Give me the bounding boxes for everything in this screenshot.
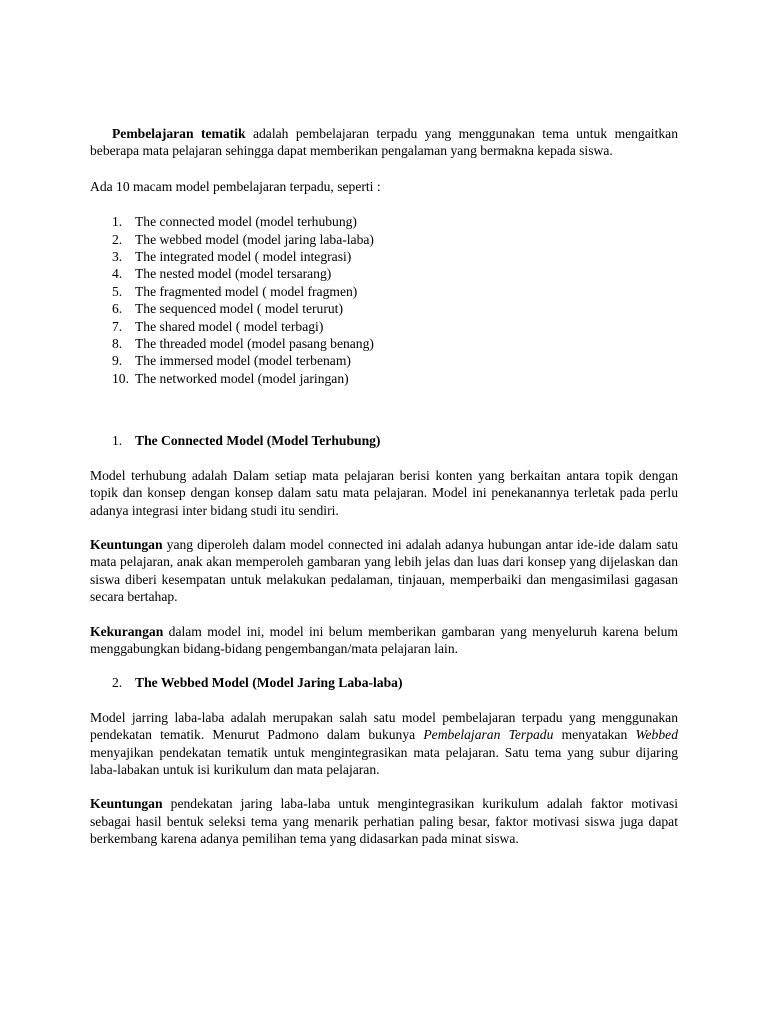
list-item-label: The sequenced model ( model terurut) xyxy=(135,301,343,317)
section1-dis-label: Kekurangan xyxy=(90,623,164,639)
list-item xyxy=(90,352,678,369)
list-item-number: 8. xyxy=(112,336,123,352)
list-item xyxy=(90,231,678,248)
section1-adv-text: yang diperoleh dalam model connected ini adalah adanya hubungan antar ide-ide dalam satu mata pelajaran, anak akan memperoleh gambaran yang lebih jelas dan luas dari konsep yang dijelaskan dan siswa diberi kesempatan untuk melakukan pedalaman, tinjauan, memperbaiki dan mengasimilasi gagasan secara bertahap. xyxy=(90,536,678,605)
section2-desc-part3: menyajikan pendekatan tematik untuk mengintegrasikan mata pelajaran. Satu tema yang subur dijaring laba-labakan untuk isi kurikulum dan mata pelajaran. xyxy=(90,744,678,777)
list-item-number: 5. xyxy=(112,283,123,299)
section1-advantages xyxy=(90,536,678,606)
section2-desc-part2: menyatakan xyxy=(553,727,636,743)
intro-text: adalah pembelajaran terpadu yang menggunakan tema untuk mengaitkan beberapa mata pelajaran sehingga dapat memberikan pengalaman yang bermakna kepada siswa. xyxy=(90,126,678,159)
list-item-number: 6. xyxy=(112,301,123,317)
section2-description xyxy=(90,709,678,779)
section2-desc-part1: Model jarring laba-laba adalah merupakan salah satu model pembelajaran terpadu yang menggunakan pendekatan tematik. Menurut Padmono dalam bukunya xyxy=(90,709,678,743)
list-item xyxy=(90,213,678,230)
intro-paragraph xyxy=(90,125,678,160)
list-item-label: The immersed model (model terbenam) xyxy=(135,353,351,369)
list-intro: Ada 10 macam model pembelajaran terpadu, seperti : xyxy=(90,178,381,194)
section2-desc-term: Webbed xyxy=(635,727,678,743)
model-list xyxy=(90,213,678,387)
list-item-label: The webbed model (model jaring laba-laba) xyxy=(135,231,374,247)
list-item-number: 4. xyxy=(112,266,123,282)
list-item-label: The threaded model (model pasang benang) xyxy=(135,336,374,352)
list-item xyxy=(90,265,678,282)
section1-disadvantages xyxy=(90,623,678,658)
list-item-number: 7. xyxy=(112,318,123,334)
section2-number: 2. xyxy=(112,675,123,691)
section1-dis-text: dalam model ini, model ini belum memberikan gambaran yang menyeluruh karena belum menggabungkan bidang-bidang pengembangan/mata pelajaran lain. xyxy=(90,623,678,656)
section2-title: The Webbed Model (Model Jaring Laba-laba) xyxy=(135,675,403,691)
list-item-label: The fragmented model ( model fragmen) xyxy=(135,283,358,299)
section2-advantages xyxy=(90,795,678,847)
section2-desc-book-title: Pembelajaran Terpadu xyxy=(423,727,554,743)
section1-description: Model terhubung adalah Dalam setiap mata pelajaran berisi konten yang berkaitan antara topik dengan topik dan konsep dengan konsep dalam satu mata pelajaran. Model ini penekanannya terletak pada perlu adanya integrasi inter bidang studi itu sendiri. xyxy=(90,467,678,518)
list-item-label: The nested model (model tersarang) xyxy=(135,266,332,282)
list-item-label: The shared model ( model terbagi) xyxy=(135,318,324,334)
list-item xyxy=(90,300,678,317)
list-item-number: 2. xyxy=(112,231,123,247)
section2-adv-label: Keuntungan xyxy=(90,796,163,812)
document-page xyxy=(90,125,678,848)
section1-title: The Connected Model (Model Terhubung) xyxy=(135,433,381,449)
list-item xyxy=(90,318,678,335)
section1-heading xyxy=(90,432,678,449)
section2-adv-text: pendekatan jaring laba-laba untuk mengintegrasikan kurikulum adalah faktor motivasi sebagai hasil bentuk seleksi tema yang menarik perhatian paling besar, faktor motivasi siswa juga dapat berkembang karena adanya pemilihan tema yang didasarkan pada minat siswa. xyxy=(90,796,678,847)
list-item xyxy=(90,370,678,387)
list-item-label: The networked model (model jaringan) xyxy=(135,370,349,386)
section1-number: 1. xyxy=(112,433,123,449)
section1-adv-label: Keuntungan xyxy=(90,536,163,552)
list-item xyxy=(90,248,678,265)
section2-heading xyxy=(90,674,678,691)
list-item-label: The connected model (model terhubung) xyxy=(135,214,357,230)
list-item-number: 10. xyxy=(112,370,129,386)
list-item xyxy=(90,283,678,300)
list-item-label: The integrated model ( model integrasi) xyxy=(135,249,352,265)
list-item xyxy=(90,335,678,352)
intro-bold-term: Pembelajaran tematik xyxy=(112,126,246,141)
list-item-number: 9. xyxy=(112,353,123,369)
list-item-number: 1. xyxy=(112,214,123,230)
list-item-number: 3. xyxy=(112,249,123,265)
